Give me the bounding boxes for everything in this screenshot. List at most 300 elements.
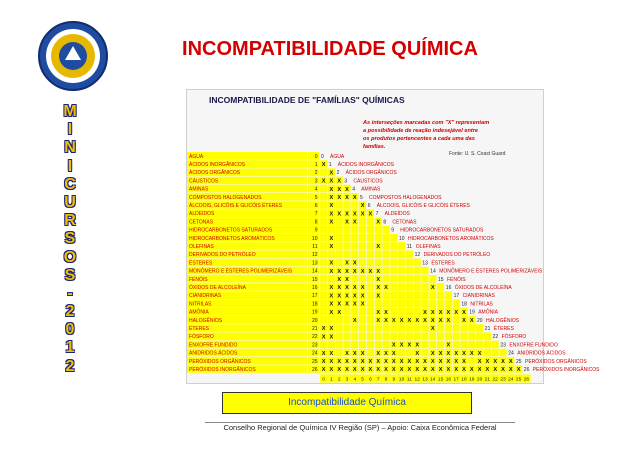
grid-cell	[414, 291, 421, 299]
grid-cell	[398, 308, 405, 316]
incompatibility-mark: X	[321, 162, 326, 169]
vertical-title	[52, 103, 88, 376]
diagonal-number: 24	[508, 350, 514, 357]
incompatibility-mark: X	[360, 211, 365, 218]
grid-cell	[351, 226, 358, 234]
grid-cell	[320, 259, 327, 267]
diagonal-family-label: CETONAS	[392, 219, 417, 226]
incompatibility-mark: X	[407, 359, 412, 365]
family-name: NITRILAS	[189, 301, 212, 308]
grid-cell	[437, 332, 444, 340]
incompatibility-mark: X	[415, 359, 420, 365]
grid-cell	[382, 341, 389, 349]
incompatibility-mark: X	[376, 293, 381, 300]
column-number: 0	[322, 377, 325, 383]
family-name: ÁCIDOS INORGÂNICOS	[189, 162, 246, 168]
grid-cell	[460, 324, 467, 332]
incompatibility-link-button[interactable]: Incompatibilidade Química	[222, 392, 472, 414]
grid-cell	[382, 275, 389, 283]
grid-cell	[406, 283, 413, 291]
grid-cell	[320, 267, 327, 275]
incompatibility-mark: X	[376, 367, 381, 374]
column-number: 21	[484, 377, 491, 383]
grid-cell	[492, 349, 499, 357]
grid-cell	[343, 234, 350, 242]
grid-cell	[406, 324, 413, 332]
column-number: 8	[384, 377, 388, 383]
grid-cell	[328, 250, 335, 258]
incompatibility-mark: X	[438, 359, 443, 365]
family-number: 4	[314, 186, 318, 193]
incompatibility-mark: X	[329, 170, 334, 177]
incompatibility-mark: X	[430, 309, 435, 316]
grid-cell	[398, 332, 405, 340]
incompatibility-mark: X	[321, 350, 326, 357]
grid-cell	[406, 349, 413, 357]
grid-cell	[398, 324, 405, 332]
grid-cell	[320, 226, 327, 234]
table-source: Fonte: U. S. Coast Guard	[449, 151, 506, 157]
grid-cell	[367, 283, 374, 291]
grid-cell	[336, 324, 343, 332]
grid-cell	[421, 332, 428, 340]
incompatibility-mark: X	[329, 359, 334, 365]
diagonal-number: 19	[469, 309, 475, 316]
incompatibility-mark: X	[321, 326, 326, 333]
incompatibility-mark: X	[454, 309, 459, 316]
grid-cell	[437, 283, 444, 291]
grid-cell	[476, 341, 483, 349]
vertical-letter: M	[63, 103, 77, 120]
incompatibility-mark: X	[329, 219, 334, 226]
grid-cell	[367, 242, 374, 250]
grid-cell	[390, 234, 397, 242]
vertical-letter: N	[64, 139, 76, 157]
family-number: 25	[311, 358, 318, 365]
incompatibility-mark: X	[329, 367, 334, 374]
incompatibility-mark: X	[462, 350, 466, 357]
incompatibility-mark: X	[407, 367, 412, 374]
grid-cell	[359, 316, 366, 324]
diagonal-family-label: COMPOSTOS HALOGENADOS	[369, 194, 442, 201]
diagonal-family-label: ÉTERES	[493, 326, 514, 332]
diagonal-family-label: ANIDRIDOS ÁCIDOS	[517, 350, 566, 357]
incompatibility-mark: X	[360, 285, 365, 292]
incompatibility-mark: X	[493, 367, 498, 374]
grid-cell	[484, 341, 491, 349]
diagonal-family-label: CÁUSTICOS	[353, 178, 383, 185]
grid-cell	[359, 242, 366, 250]
grid-cell	[351, 332, 358, 340]
vertical-letter: I	[67, 121, 73, 139]
incompatibility-mark: X	[485, 367, 490, 374]
incompatibility-mark: X	[337, 359, 342, 365]
vertical-letter: 0	[65, 321, 75, 339]
grid-cell	[468, 357, 475, 365]
grid-cell	[468, 341, 475, 349]
grid-cell	[367, 300, 374, 308]
family-number: 3	[314, 178, 318, 185]
incompatibility-mark: X	[493, 359, 498, 365]
diagonal-number: 14	[430, 268, 436, 275]
grid-cell	[328, 316, 335, 324]
incompatibility-mark: X	[337, 293, 342, 300]
column-number: 18	[461, 377, 467, 383]
incompatibility-mark: X	[423, 367, 427, 374]
grid-cell	[437, 341, 444, 349]
grid-cell	[437, 300, 444, 308]
grid-cell	[367, 250, 374, 258]
incompatibility-mark: X	[438, 350, 443, 357]
grid-cell	[398, 259, 405, 267]
diagonal-family-label: PERÓXIDOS ORGÂNICOS	[525, 358, 587, 365]
incompatibility-mark: X	[376, 244, 381, 251]
grid-cell	[406, 250, 413, 258]
family-name: ÁLCOOIS, GLICÓIS E GLICÓIS ÉTERES	[189, 203, 283, 209]
family-number: 1	[314, 162, 318, 168]
incompatibility-mark: X	[360, 359, 365, 365]
family-name: ÉTERES	[189, 326, 210, 332]
grid-cell	[398, 267, 405, 275]
grid-cell	[382, 332, 389, 340]
grid-cell	[375, 259, 382, 267]
family-name: HIDROCARBONETOS SATURADOS	[189, 227, 273, 234]
incompatibility-mark: X	[329, 195, 334, 201]
grid-cell	[476, 332, 483, 340]
grid-cell	[460, 332, 467, 340]
grid-cell	[343, 201, 350, 209]
incompatibility-mark: X	[329, 334, 334, 341]
diagonal-family-label: AMÔNIA	[478, 309, 498, 316]
grid-cell	[336, 341, 343, 349]
grid-cell	[367, 259, 374, 267]
diagonal-family-label: HIDROCARBONETOS AROMÁTICOS	[408, 235, 494, 242]
grid-cell	[320, 218, 327, 226]
grid-cell	[414, 259, 421, 267]
grid-cell	[336, 349, 343, 357]
incompatibility-mark: X	[501, 359, 505, 365]
incompatibility-mark: X	[329, 211, 334, 218]
family-number: 23	[311, 342, 318, 349]
grid-cell	[375, 324, 382, 332]
incompatibility-mark: X	[415, 350, 420, 357]
grid-cell	[421, 291, 428, 299]
incompatibility-mark: X	[462, 367, 466, 374]
grid-cell	[351, 250, 358, 258]
diagonal-family-label: HIDROCARBONETOS SATURADOS	[400, 227, 484, 234]
grid-cell	[367, 341, 374, 349]
incompatibility-mark: X	[391, 350, 396, 357]
grid-cell	[343, 324, 350, 332]
family-name: CETONAS	[189, 219, 214, 226]
family-name: HIDROCARBONETOS AROMÁTICOS	[189, 235, 275, 242]
grid-cell	[390, 275, 397, 283]
grid-cell	[382, 259, 389, 267]
column-number: 2	[337, 377, 341, 383]
vertical-letter: U	[64, 193, 76, 211]
grid-cell	[390, 291, 397, 299]
grid-cell	[336, 316, 343, 324]
grid-cell	[429, 291, 436, 299]
grid-cell	[445, 332, 452, 340]
grid-cell	[429, 332, 436, 340]
incompatibility-mark: X	[360, 301, 365, 308]
incompatibility-mark: X	[352, 260, 357, 267]
vertical-letter: -	[67, 284, 73, 302]
incompatibility-mark: X	[360, 268, 365, 275]
incompatibility-mark: X	[352, 211, 357, 218]
incompatibility-mark: X	[508, 367, 513, 374]
incompatibility-mark: X	[368, 367, 373, 374]
grid-cell	[445, 291, 452, 299]
column-number: 19	[469, 377, 475, 383]
compatibility-chart-panel	[186, 89, 600, 384]
incompatibility-mark: X	[337, 367, 342, 374]
column-number: 24	[508, 377, 514, 383]
incompatibility-mark: X	[329, 350, 334, 357]
incompatibility-mark: X	[477, 367, 482, 374]
family-number: 10	[311, 235, 318, 242]
column-number: 4	[353, 377, 357, 383]
column-number: 26	[523, 377, 530, 383]
incompatibility-mark: X	[430, 367, 435, 374]
grid-cell	[453, 332, 460, 340]
grid-cell	[414, 267, 421, 275]
incompatibility-mark: X	[469, 350, 474, 357]
grid-cell	[390, 324, 397, 332]
diagonal-family-label: ÓXIDOS DE ALCOLEÍNA	[454, 285, 512, 291]
incompatibility-mark: X	[345, 293, 349, 300]
grid-cell	[367, 316, 374, 324]
grid-cell	[453, 316, 460, 324]
incompatibility-mark: X	[430, 350, 435, 357]
incompatibility-mark: X	[454, 367, 459, 374]
grid-cell	[336, 218, 343, 226]
diagonal-family-label: NITRILAS	[470, 301, 493, 308]
incompatibility-mark: X	[376, 285, 381, 292]
incompatibility-mark: X	[329, 326, 334, 333]
grid-cell	[320, 209, 327, 217]
grid-cell	[390, 308, 397, 316]
incompatibility-mark: X	[337, 277, 342, 283]
incompatibility-mark: X	[329, 186, 334, 193]
grid-cell	[468, 324, 475, 332]
grid-cell	[359, 332, 366, 340]
incompatibility-mark: X	[376, 219, 381, 226]
incompatibility-mark: X	[391, 367, 396, 374]
incompatibility-mark: X	[352, 318, 357, 324]
incompatibility-mark: X	[477, 350, 482, 357]
diagonal-number: 8	[383, 219, 387, 226]
grid-cell	[343, 250, 350, 258]
incompatibility-mark: X	[415, 318, 420, 324]
family-name: COMPOSTOS HALOGENADOS	[189, 194, 262, 201]
grid-cell	[398, 349, 405, 357]
incompatibility-mark: X	[438, 309, 443, 316]
grid-cell	[367, 218, 374, 226]
family-name: CÁUSTICOS	[189, 178, 219, 185]
diagonal-number: 26	[523, 367, 530, 373]
grid-cell	[429, 341, 436, 349]
family-number: 9	[314, 227, 318, 234]
family-name: ÁCIDOS ORGÂNICOS	[189, 170, 241, 177]
grid-cell	[429, 275, 436, 283]
grid-cell	[367, 332, 374, 340]
incompatibility-mark: X	[321, 334, 326, 341]
grid-cell	[328, 275, 335, 283]
incompatibility-mark: X	[345, 277, 349, 283]
grid-cell	[359, 218, 366, 226]
grid-cell	[382, 291, 389, 299]
diagonal-family-label: ÁCIDOS ORGÂNICOS	[345, 170, 397, 177]
incompatibility-mark: X	[469, 367, 474, 374]
diagonal-number: 11	[406, 244, 413, 250]
diagonal-number: 20	[477, 317, 483, 324]
family-number: 11	[312, 244, 318, 250]
grid-cell	[382, 234, 389, 242]
grid-cell	[320, 168, 327, 176]
grid-cell	[375, 332, 382, 340]
incompatibility-mark: X	[454, 350, 459, 357]
family-number: 26	[311, 367, 318, 373]
grid-cell	[367, 308, 374, 316]
grid-cell	[359, 308, 366, 316]
family-name: ALDEÍDOS	[189, 211, 215, 218]
incompatibility-mark: X	[352, 367, 357, 374]
incompatibility-mark: X	[345, 350, 349, 357]
incompatibility-mark: X	[446, 309, 451, 316]
incompatibility-mark: X	[337, 309, 342, 316]
grid-cell	[351, 275, 358, 283]
diagonal-number: 0	[321, 153, 324, 160]
grid-cell	[359, 275, 366, 283]
diagonal-number: 18	[461, 301, 467, 308]
incompatibility-mark: X	[321, 359, 326, 365]
grid-cell	[406, 275, 413, 283]
vertical-letter: S	[64, 266, 76, 284]
left-banner	[0, 0, 122, 451]
diagonal-family-label: ÁLCOOIS, GLICÓIS E GLICÓIS ÉTERES	[376, 203, 470, 209]
grid-cell	[367, 291, 374, 299]
diagonal-number: 3	[344, 178, 348, 185]
incompatibility-mark: X	[329, 301, 334, 308]
grid-cell	[328, 226, 335, 234]
incompatibility-mark: X	[337, 301, 342, 308]
family-name: AMINAS	[189, 186, 209, 193]
column-number: 6	[369, 377, 372, 383]
family-number: 14	[311, 268, 318, 275]
family-number: 16	[311, 285, 318, 291]
grid-cell	[351, 308, 358, 316]
incompatibility-mark: X	[360, 203, 365, 210]
grid-cell	[320, 291, 327, 299]
diagonal-family-label: ÁGUA	[330, 153, 345, 160]
grid-cell	[367, 324, 374, 332]
column-number: 25	[515, 377, 522, 383]
incompatibility-mark: X	[337, 178, 342, 185]
incompatibility-mark: X	[329, 285, 334, 292]
grid-cell	[320, 242, 327, 250]
grid-cell	[398, 300, 405, 308]
diagonal-number: 17	[453, 293, 460, 300]
incompatibility-mark: X	[508, 359, 513, 365]
grid-cell	[336, 259, 343, 267]
family-number: 19	[311, 309, 318, 316]
grid-cell	[382, 242, 389, 250]
grid-cell	[445, 324, 452, 332]
incompatibility-mark: X	[407, 342, 412, 349]
grid-cell	[320, 341, 327, 349]
incompatibility-mark: X	[368, 268, 373, 275]
incompatibility-mark: X	[384, 367, 388, 374]
family-number: 18	[311, 301, 318, 308]
grid-cell	[382, 226, 389, 234]
grid-cell	[445, 300, 452, 308]
grid-cell	[429, 300, 436, 308]
incompatibility-mark: X	[329, 260, 334, 267]
table-note-line: os produtos pertencentes a cada uma das	[363, 136, 475, 142]
table-heading: INCOMPATIBILIDADE DE "FAMÍLIAS" QUÍMICAS	[209, 95, 405, 105]
incompatibility-mark: X	[391, 318, 396, 324]
column-number: 3	[345, 377, 349, 383]
column-number: 23	[500, 377, 506, 383]
family-number: 15	[311, 276, 318, 283]
diagonal-number: 15	[438, 276, 444, 283]
incompatibility-mark: X	[352, 268, 357, 275]
incompatibility-mark: X	[337, 186, 342, 193]
incompatibility-mark: X	[462, 359, 466, 365]
grid-cell	[367, 349, 374, 357]
incompatibility-mark: X	[337, 195, 342, 201]
incompatibility-mark: X	[384, 350, 388, 357]
family-number: 20	[311, 317, 318, 324]
table-note-line: a possibilidade de reação indesejável entre	[363, 128, 479, 134]
grid-cell	[398, 242, 405, 250]
grid-cell	[460, 341, 467, 349]
family-name: ÁGUA	[189, 153, 204, 160]
incompatibility-mark: X	[415, 367, 420, 374]
grid-cell	[382, 267, 389, 275]
incompatibility-mark: X	[391, 342, 396, 349]
grid-cell	[367, 275, 374, 283]
family-number: 24	[311, 350, 318, 357]
grid-cell	[320, 316, 327, 324]
grid-cell	[320, 275, 327, 283]
grid-cell	[437, 291, 444, 299]
column-number: 14	[430, 377, 436, 383]
incompatibility-mark: X	[423, 359, 427, 365]
column-number: 20	[476, 377, 483, 383]
incompatibility-mark: X	[360, 293, 365, 300]
diagonal-family-label: FÓSFORO	[501, 334, 527, 341]
grid-cell	[414, 283, 421, 291]
family-name: AMÔNIA	[189, 309, 209, 316]
grid-cell	[320, 193, 327, 201]
incompatibility-mark: X	[446, 318, 451, 324]
diagonal-number: 21	[484, 326, 491, 332]
column-number: 17	[453, 377, 459, 383]
family-name: CIANIDRINAS	[189, 293, 222, 300]
family-name: HALOGÊNIOS	[189, 317, 223, 324]
diagonal-family-label: PERÓXIDOS INORGÂNICOS	[532, 367, 600, 373]
diagonal-family-label: ALDEÍDOS	[384, 211, 410, 218]
grid-cell	[398, 283, 405, 291]
column-number: 5	[361, 377, 364, 383]
family-number: 8	[314, 219, 318, 226]
grid-cell	[320, 250, 327, 258]
incompatibility-mark: X	[469, 318, 474, 324]
incompatibility-mark: X	[345, 301, 349, 308]
